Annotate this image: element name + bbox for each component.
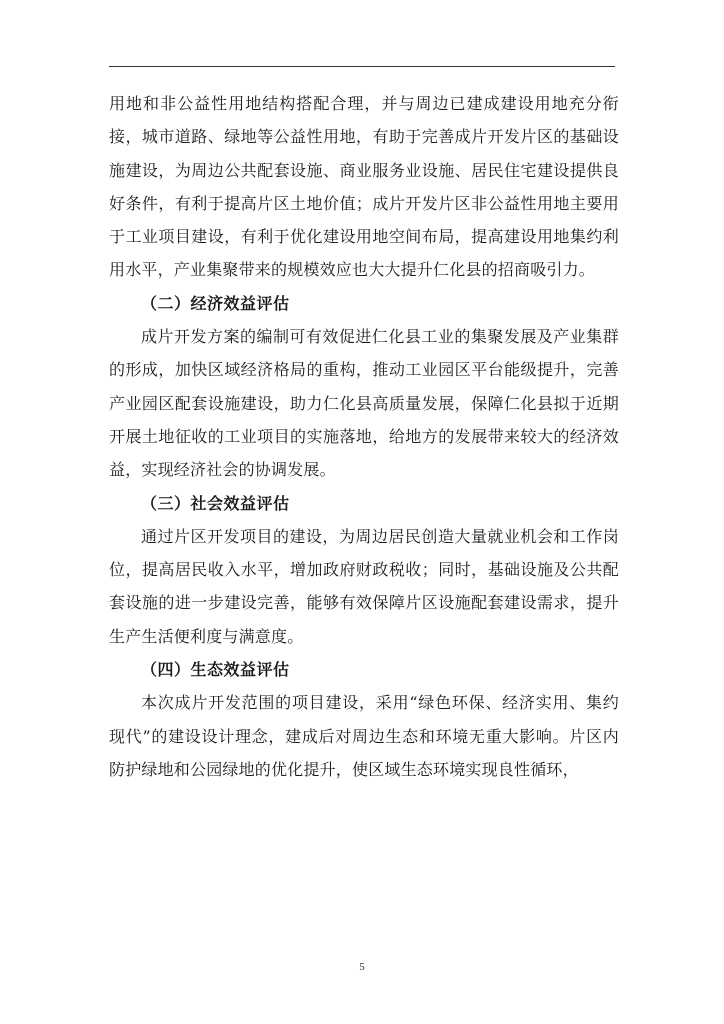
heading-social-benefit: （三）社会效益评估 xyxy=(141,493,290,513)
paragraph-ecological-benefit: 本次成片开发范围的项目建设，采用“绿色环保、经济实用、集约现代”的建设设计理念，建成后对周边生态和环境无重大影响。片区内防护绿地和公园绿地的优化提升，使区域生态环境实现良性循环， xyxy=(109,693,619,779)
paragraph-economic-benefit: 成片开发方案的编制可有效促进仁化县工业的集聚发展及产业集群的形成，加快区域经济格局的重构，推动工业园区平台能级提升，完善产业园区配套设施建设，助力仁化县高质量发展，保障仁化县拟于近期开展土地征收的工业项目的实施落地，给地方的发展带来较大的经济效益，实现经济社会的协调发展。 xyxy=(109,327,619,480)
paragraph-land-use: 用地和非公益性用地结构搭配合理，并与周边已建成建设用地充分衔接，城市道路、绿地等公益性用地，有助于完善成片开发片区的基础设施建设，为周边公共配套设施、商业服务业设施、居民住宅建设提供良好条件，有利于提高片区土地价值；成片开发片区非公益性用地主要用于工业项目建设，有利于优化建设用地空间布局，提高建设用地集约利用水平，产业集聚带来的规模效应也大大提升仁化县的招商吸引力。 xyxy=(109,94,619,280)
document-body xyxy=(109,87,619,786)
header-rule xyxy=(109,66,615,67)
page-number: 5 xyxy=(359,961,365,973)
heading-economic-benefit: （二）经济效益评估 xyxy=(141,293,290,313)
paragraph-social-benefit: 通过片区开发项目的建设，为周边居民创造大量就业机会和工作岗位，提高居民收入水平，增加政府财政税收；同时，基础设施及公共配套设施的进一步建设完善，能够有效保障片区设施配套建设需求，提升生产生活便利度与满意度。 xyxy=(109,526,619,646)
heading-ecological-benefit: （四）生态效益评估 xyxy=(141,660,290,680)
